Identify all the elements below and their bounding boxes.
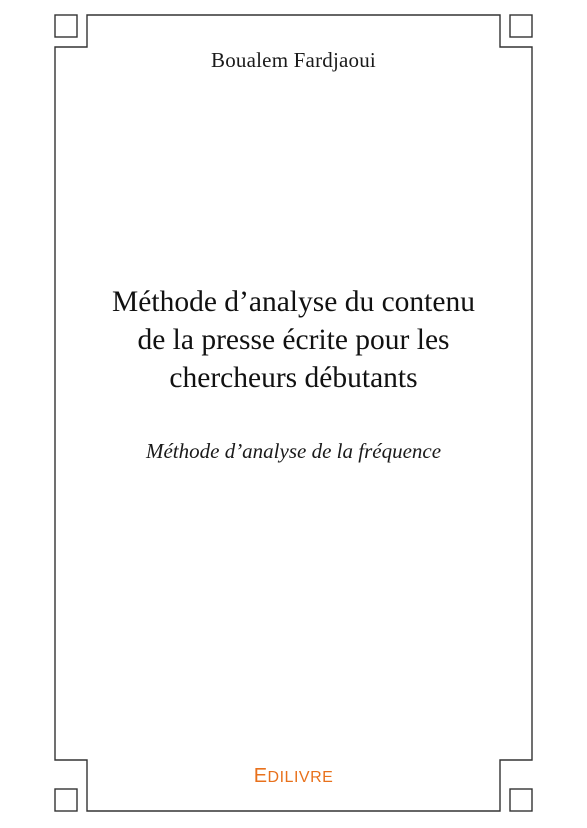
author-name: Boualem Fardjaoui: [211, 48, 376, 72]
publisher-logo: [0, 765, 587, 788]
title-line-2: de la presse écrite pour les: [137, 324, 450, 356]
corner-square-top-right: [510, 15, 532, 37]
publisher-logo-cap: E: [253, 765, 268, 787]
book-title: [40, 283, 547, 397]
publisher-logo-rest: DILIVRE: [267, 769, 334, 786]
corner-square-bottom-right: [510, 789, 532, 811]
border-outline: [55, 15, 532, 811]
book-subtitle: Méthode d’analyse de la fréquence: [145, 439, 442, 463]
title-line-3: chercheurs débutants: [169, 362, 418, 394]
title-line-1: Méthode d’analyse du contenu: [112, 286, 475, 318]
corner-square-top-left: [55, 15, 77, 37]
corner-square-bottom-left: [55, 789, 77, 811]
